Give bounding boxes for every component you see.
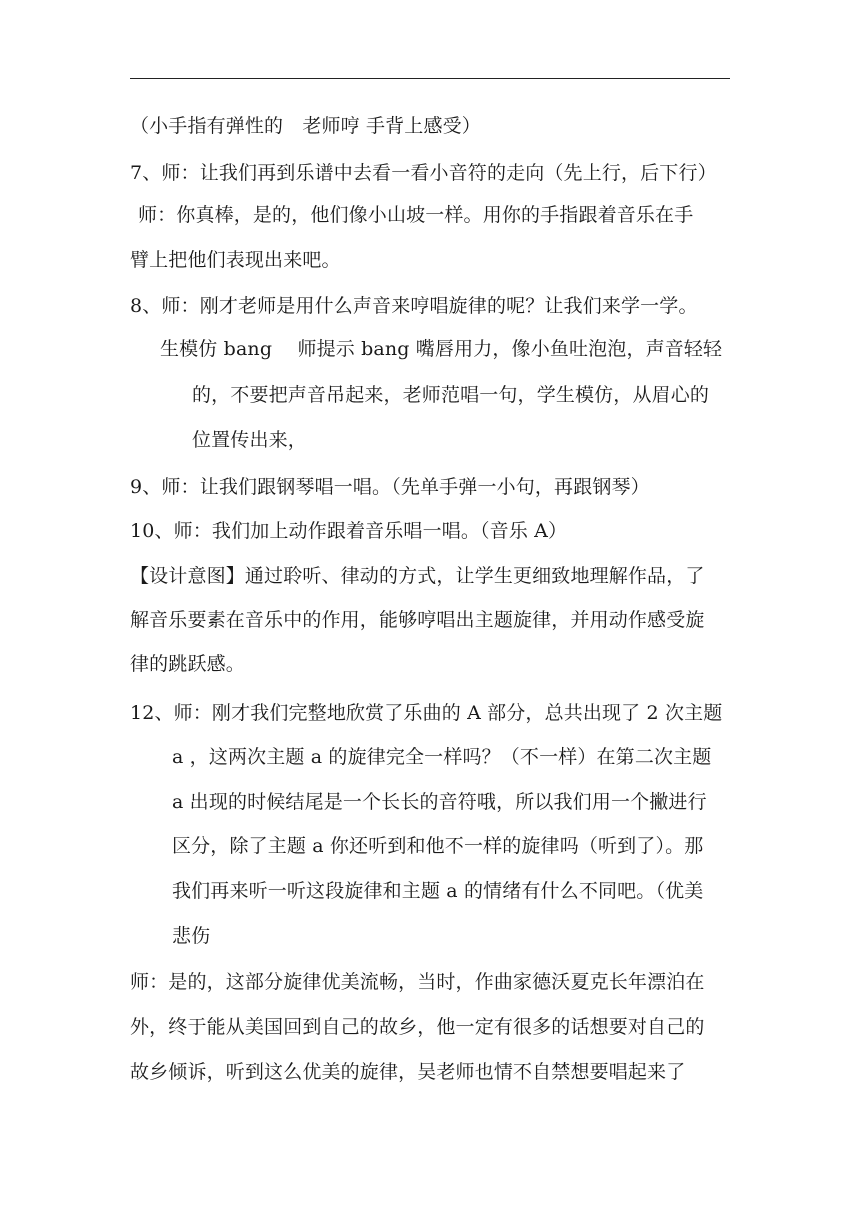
text-line: 8、师：刚才老师是用什么声音来哼唱旋律的呢？让我们来学一学。	[130, 295, 698, 317]
text-line: 我们再来听一听这段旋律和主题 a 的情绪有什么不同吧。（优美	[172, 880, 704, 902]
text-line: 悲伤	[172, 925, 211, 947]
text-line: （小手指有弹性的 老师哼 手背上感受）	[130, 115, 481, 137]
text-line: 区分，除了主题 a 你还听到和他不一样的旋律吗（听到了）。那	[172, 835, 704, 857]
text-line: 解音乐要素在音乐中的作用，能够哼唱出主题旋律，并用动作感受旋	[130, 609, 705, 631]
text-line: 律的跳跃感。	[130, 653, 245, 675]
text-line: 故乡倾诉，听到这么优美的旋律，吴老师也情不自禁想要唱起来了	[130, 1061, 686, 1083]
text-line: 外，终于能从美国回到自己的故乡，他一定有很多的话想要对自己的	[130, 1016, 705, 1038]
text-line: 臂上把他们表现出来吧。	[130, 249, 341, 271]
text-line: a 出现的时候结尾是一个长长的音符哦，所以我们用一个撇进行	[172, 791, 707, 813]
text-line: 的，不要把声音吊起来，老师范唱一句，学生模仿，从眉心的	[192, 384, 710, 406]
text-line: 7、师：让我们再到乐谱中去看一看小音符的走向（先上行，后下行）	[130, 162, 717, 184]
text-line: 师：你真棒，是的，他们像小山坡一样。用你的手指跟着音乐在手	[138, 204, 694, 226]
text-line: 位置传出来，	[192, 429, 307, 451]
text-line: 生模仿 bang 师提示 bang 嘴唇用力，像小鱼吐泡泡，声音轻轻	[160, 338, 723, 360]
text-line: 师：是的，这部分旋律优美流畅，当时，作曲家德沃夏克长年漂泊在	[130, 971, 705, 993]
text-line: 【设计意图】通过聆听、律动的方式，让学生更细致地理解作品，了	[130, 565, 705, 587]
text-line: 9、师：让我们跟钢琴唱一唱。（先单手弹一小句，再跟钢琴）	[130, 476, 650, 498]
text-line: 10、师：我们加上动作跟着音乐唱一唱。（音乐 A）	[130, 520, 568, 542]
header-rule	[130, 78, 730, 79]
text-line: 12、师：刚才我们完整地欣赏了乐曲的 A 部分，总共出现了 2 次主题	[130, 702, 723, 724]
text-line: a ，这两次主题 a 的旋律完全一样吗？（不一样）在第二次主题	[172, 746, 712, 768]
